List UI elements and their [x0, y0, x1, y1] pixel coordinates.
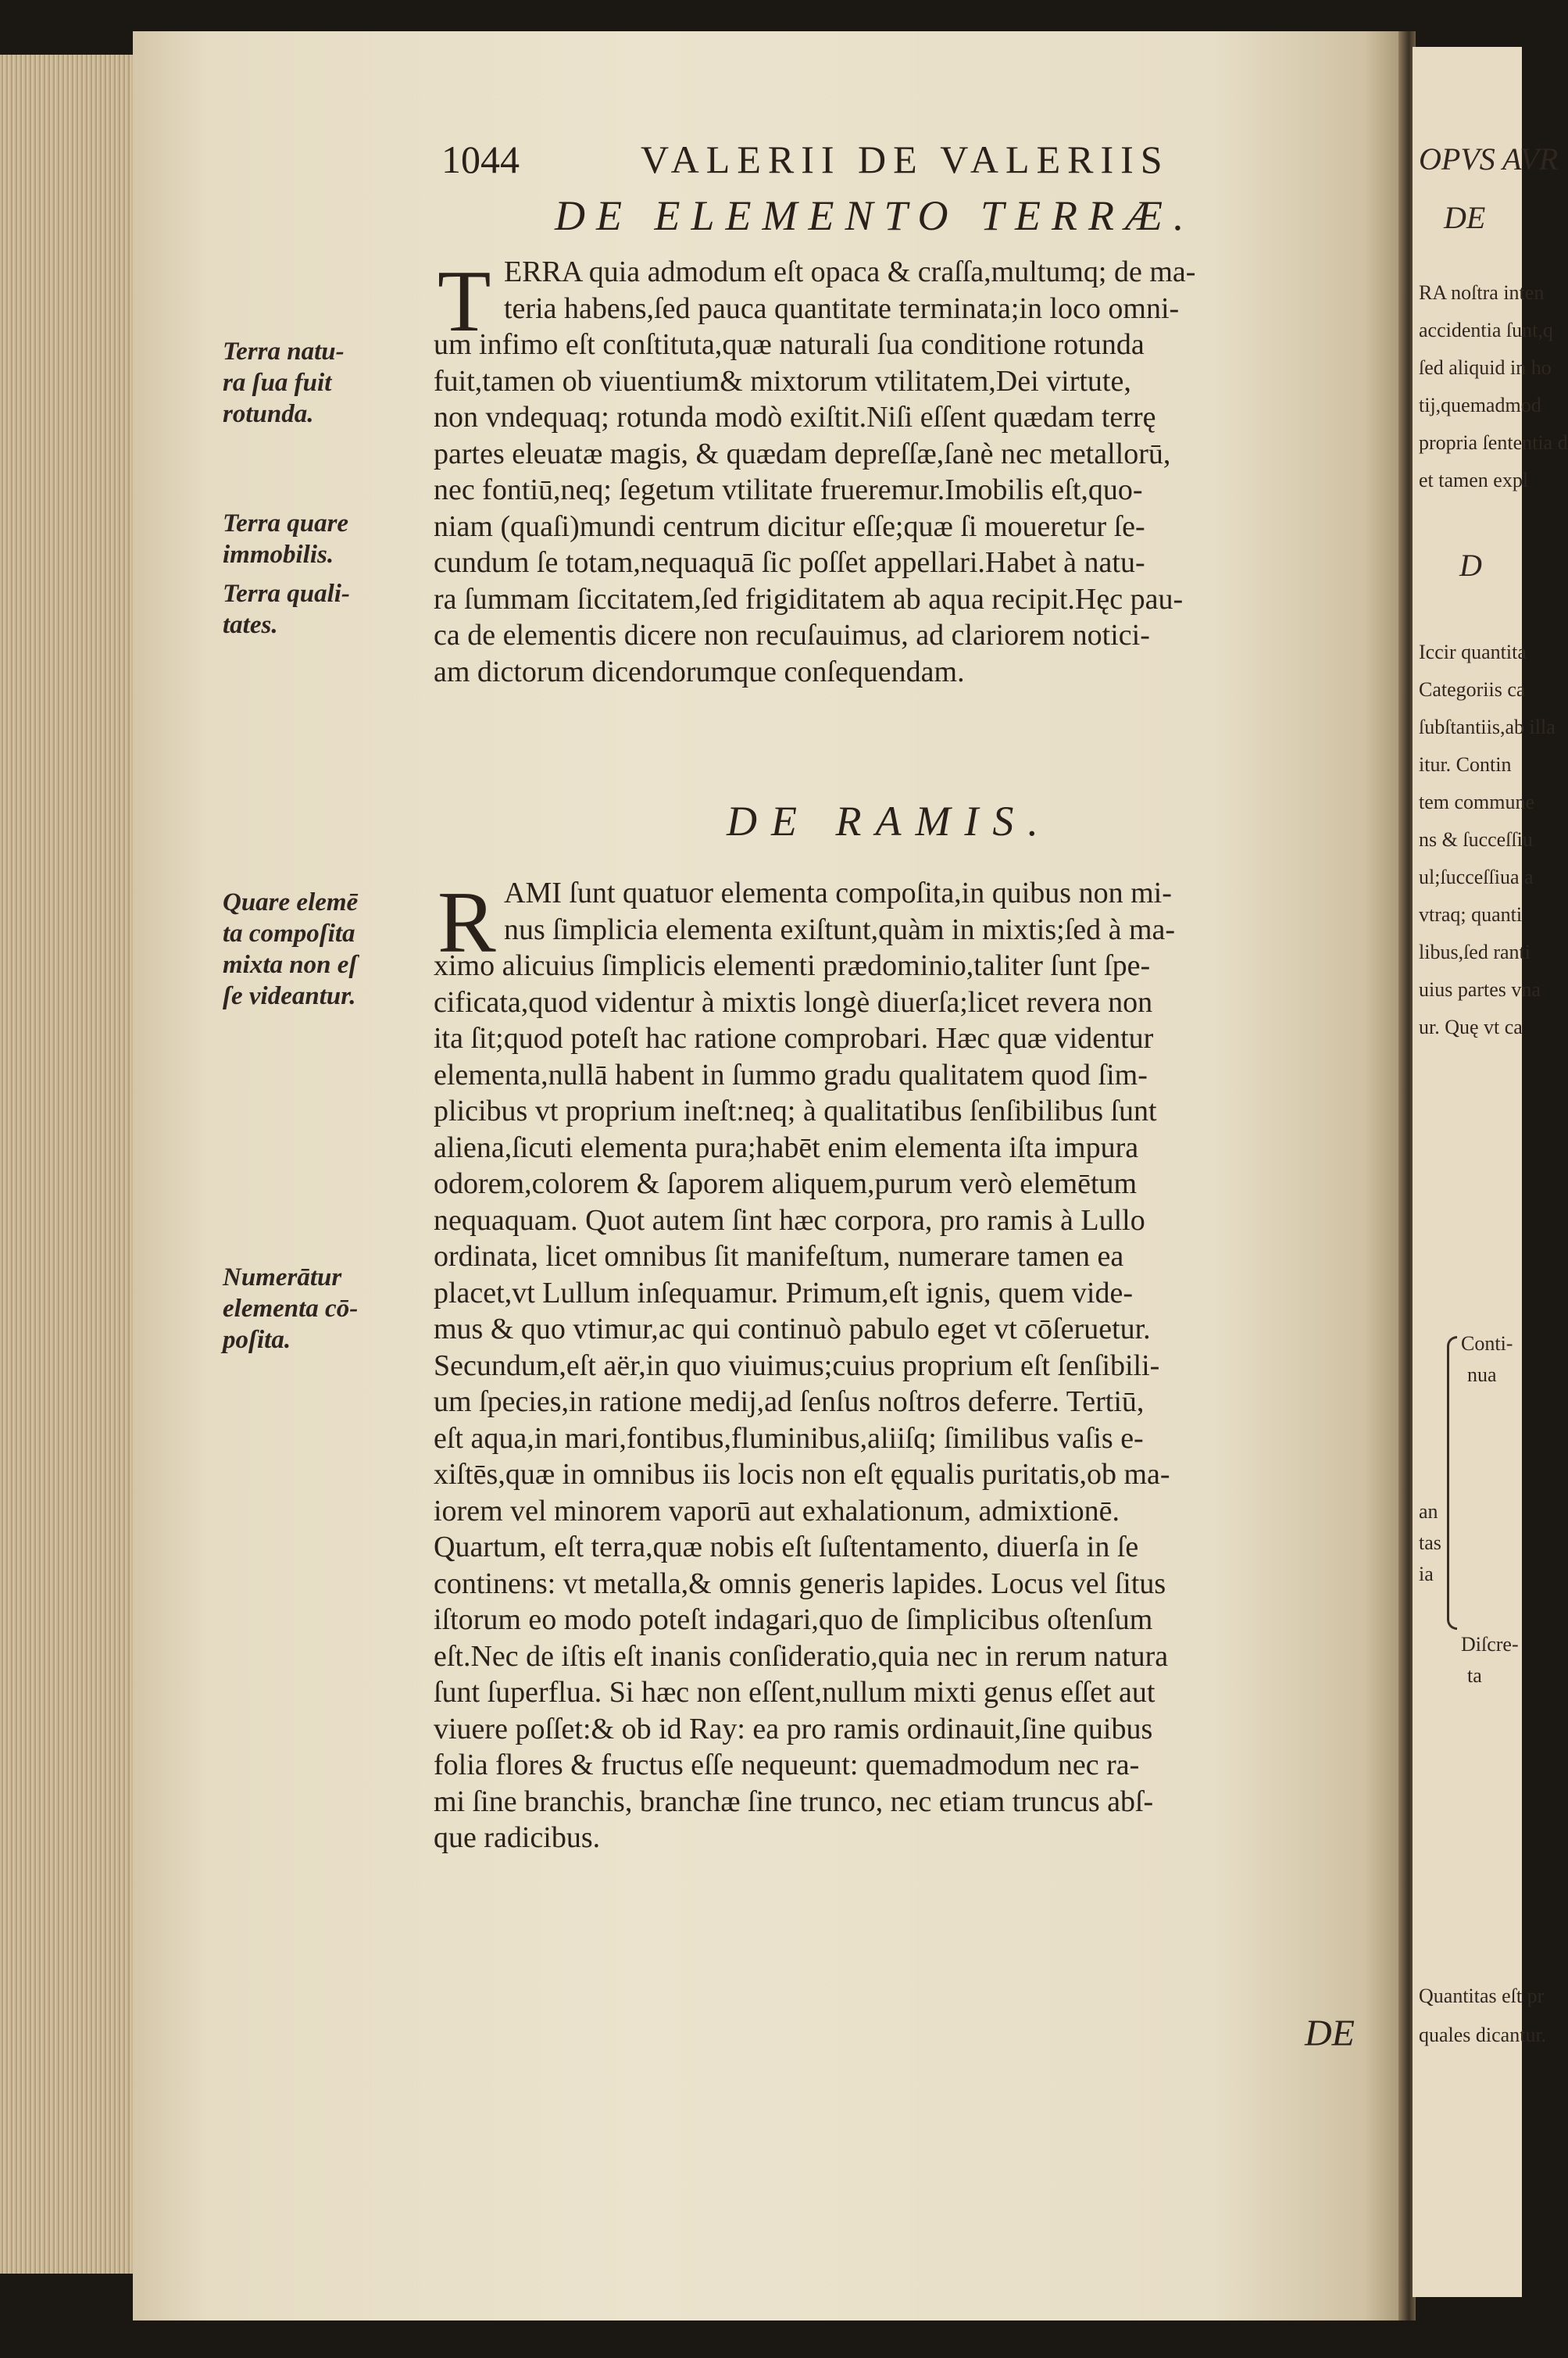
page-number: 1044	[441, 138, 520, 181]
text-line: ita ſit;quod poteſt hac ratione comprobari. Hæc quæ videntur	[434, 1022, 1154, 1055]
text-line: mi ſine branchis, branchæ ſine trunco, nec etiam truncus abſ-	[434, 1785, 1154, 1818]
text-line: um ſpecies,in ratione medij,ad ſenſus noſtros deferre. Tertiū,	[434, 1385, 1145, 1418]
facing-line: Conti-	[1461, 1332, 1513, 1355]
facing-line: Categoriis ca	[1419, 678, 1526, 701]
text-line: xiſtēs,quæ in omnibus iis locis non eſt ęqualis puritatis,ob ma-	[434, 1458, 1170, 1491]
text-line: cundum ſe totam,nequaquā ſic poſſet appellari.Habet à natu-	[434, 546, 1145, 579]
margin-note	[223, 1262, 434, 1356]
margin-note-line: ta compoſita	[223, 920, 355, 948]
facing-line: ul;ſucceſſiua a	[1419, 866, 1534, 888]
text-line: nec fontiū,neq; ſegetum vtilitate frueremur.Imobilis eſt,quo-	[434, 473, 1143, 506]
text-line: non vndequaq; rotunda modò exiſtit.Niſi eſſent quædam terrę	[434, 401, 1156, 434]
text-line: AMI ſunt quatuor elementa compoſita,in quibus non mi-	[504, 877, 1172, 909]
text-line: odorem,colorem & ſaporem aliquem,purum verò elemētum	[434, 1167, 1138, 1200]
margin-note-line: tates.	[223, 611, 278, 639]
facing-line: DE	[1444, 200, 1486, 235]
facing-line: RA noſtra inten	[1419, 281, 1545, 304]
facing-line: tem commune	[1419, 791, 1535, 813]
margin-note-line: elementa cō-	[223, 1295, 359, 1323]
facing-line: Diſcre-	[1461, 1633, 1519, 1656]
text-line: am dictorum dicendorumque conſequendam.	[434, 655, 965, 688]
drop-cap-initial: R	[438, 874, 496, 971]
text-line: niam (quaſi)mundi centrum dicitur eſſe;quæ ſi moueretur ſe-	[434, 509, 1145, 543]
facing-brace	[1447, 1336, 1457, 1630]
margin-note-line: Terra quali-	[223, 580, 350, 608]
running-header	[441, 137, 1340, 184]
text-line: elementa,nullā habent in ſummo gradu qualitatem quod ſim-	[434, 1058, 1148, 1091]
text-line: Quartum, eſt terra,quæ nobis eſt ſuſtentamento, diuerſa in ſe	[434, 1531, 1139, 1563]
margin-note-line: Terra natu-	[223, 338, 345, 366]
margin-note	[223, 508, 434, 570]
margin-note	[223, 336, 434, 430]
text-line: partes eleuatæ magis, & quædam depreſſæ,ſanè nec metallorū,	[434, 437, 1171, 470]
facing-line: OPVS AVR	[1419, 141, 1559, 177]
catchword: DE	[1305, 2013, 1355, 2054]
text-line: viuere poſſet:& ob id Ray: ea pro ramis ordinauit,ſine quibus	[434, 1712, 1153, 1745]
facing-line: ſed aliquid in ho	[1419, 356, 1552, 379]
section-body	[434, 875, 1371, 1856]
text-line: ximo alicuius ſimplicis elementi prædominio,taliter ſunt ſpe-	[434, 949, 1151, 982]
text-line: iorem vel minorem vaporū aut exhalationum, admixtionē.	[434, 1494, 1120, 1527]
facing-line: ſubſtantiis,ab illa	[1419, 716, 1555, 738]
text-line: ERRA quia admodum eſt opaca & craſſa,multumq; de ma-	[504, 255, 1196, 288]
text-line: folia flores & fructus eſſe nequeunt: quemadmodum nec ra-	[434, 1749, 1140, 1781]
text-line: nus ſimplicia elementa exiſtunt,quàm in mixtis;ſed à ma-	[504, 913, 1176, 946]
margin-note-line: rotunda.	[223, 400, 314, 428]
facing-line: nua	[1467, 1363, 1497, 1386]
text-line: aliena,ſicuti elementa pura;habēt enim elementa iſta impura	[434, 1131, 1139, 1164]
text-line: Secundum,eſt aër,in quo viuimus;cuius proprium eſt ſenſibili-	[434, 1349, 1160, 1382]
text-line: ca de elementis dicere non recuſauimus, ad clariorem notici-	[434, 619, 1150, 652]
section-title: DE RAMIS.	[727, 798, 1052, 845]
facing-line: itur. Contin	[1419, 753, 1512, 776]
margin-note	[223, 578, 434, 641]
text-line: teria habens,ſed pauca quantitate terminata;in loco omni-	[504, 291, 1180, 325]
margin-note-line: poſita.	[223, 1326, 291, 1354]
margin-note-line: immobilis.	[223, 541, 334, 569]
facing-line: vtraq; quanti	[1419, 903, 1523, 926]
facing-line: libus,ſed ranti	[1419, 941, 1530, 963]
facing-line: propria ſententia d	[1419, 431, 1568, 454]
drop-cap-initial: T	[438, 253, 491, 350]
text-line: ra ſummam ſiccitatem,ſed frigiditatem ab aqua recipit.Hęc pau-	[434, 582, 1184, 616]
facing-line: quales dicantur.	[1419, 2024, 1547, 2046]
text-line: ſunt ſuperflua. Si hæc non eſſent,nullum mixti genus eſſet aut	[434, 1676, 1155, 1709]
text-line: placet,vt Lullum inſequamur. Primum,eſt ignis, quem vide-	[434, 1276, 1133, 1309]
book-fore-edge	[0, 55, 135, 2274]
margin-note-line: Numerātur	[223, 1263, 342, 1292]
facing-line: uius partes vna	[1419, 978, 1541, 1001]
text-line: plicibus vt proprium ineſt:neq; à qualitatibus ſenſibilibus ſunt	[434, 1095, 1157, 1127]
text-line: mus & quo vtimur,ac qui continuò pabulo eget vt cōſeruetur.	[434, 1313, 1151, 1345]
text-line: eſt.Nec de iſtis eſt inanis conſideratio,quia nec in rerum natura	[434, 1639, 1169, 1673]
text-line: cificata,quod videntur à mixtis longè diuerſa;licet revera non	[434, 985, 1153, 1019]
margin-note-line: mixta non eſ	[223, 951, 358, 979]
facing-line: Quantitas eſt pr	[1419, 1985, 1545, 2007]
facing-line: ia	[1419, 1563, 1434, 1585]
margin-note-line: Terra quare	[223, 509, 349, 538]
text-line: que radicibus.	[434, 1821, 601, 1854]
section-body	[434, 254, 1371, 690]
text-line: iſtorum eo modo poteſt indagari,quo de ſimplicibus oſtenſum	[434, 1603, 1153, 1636]
facing-line: ta	[1467, 1664, 1482, 1687]
facing-line: D	[1459, 548, 1482, 583]
margin-note-line: ra ſua fuit	[223, 369, 332, 397]
facing-line: an	[1419, 1500, 1438, 1523]
text-line: ordinata, licet omnibus ſit manifeſtum, numerare tamen ea	[434, 1240, 1124, 1273]
facing-line: Iccir quantita	[1419, 641, 1527, 663]
facing-line: tas	[1419, 1531, 1441, 1554]
text-line: eſt aqua,in mari,fontibus,fluminibus,aliiſq; ſimilibus vaſis e-	[434, 1421, 1144, 1455]
facing-page	[1413, 47, 1568, 2297]
facing-line: et tamen expl	[1419, 469, 1529, 491]
facing-line: ur. Quę vt ca	[1419, 1016, 1523, 1038]
text-line: continens: vt metalla,& omnis generis lapides. Locus vel ſitus	[434, 1567, 1166, 1600]
running-title: VALERII DE VALERIIS	[641, 138, 1170, 181]
facing-line: ns & ſucceſſiu	[1419, 828, 1533, 851]
margin-note	[223, 887, 434, 1012]
text-line: um infimo eſt conſtituta,quæ naturali ſua conditione rotunda	[434, 328, 1145, 361]
facing-line: accidentia ſunt,q	[1419, 319, 1553, 341]
margin-note-line: ſe videantur.	[223, 982, 356, 1010]
text-line: fuit,tamen ob viuentium& mixtorum vtilitatem,Dei virtute,	[434, 364, 1131, 398]
text-line: nequaquam. Quot autem ſint hæc corpora, pro ramis à Lullo	[434, 1203, 1145, 1237]
margin-note-line: Quare elemē	[223, 888, 359, 916]
facing-line: tij,quemadmod	[1419, 394, 1541, 416]
section-title: DE ELEMENTO TERRÆ.	[555, 192, 1195, 239]
